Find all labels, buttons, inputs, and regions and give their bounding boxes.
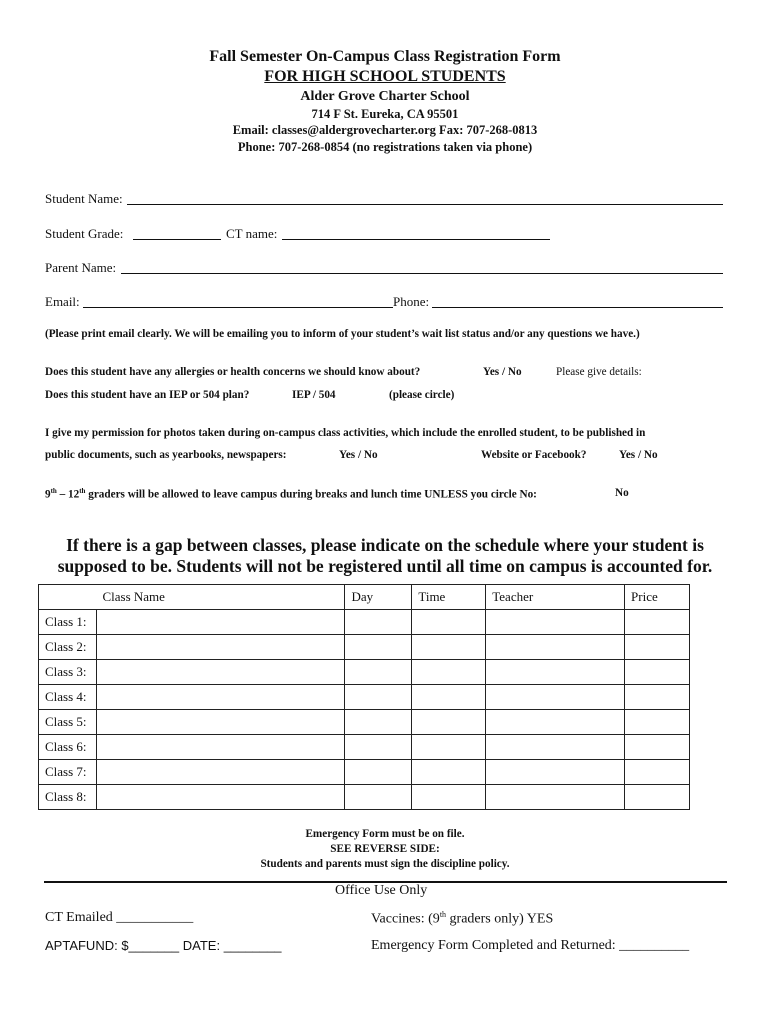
ct-emailed[interactable]: CT Emailed ___________ — [45, 910, 194, 925]
leave-campus-note — [45, 487, 537, 501]
class-name-cell[interactable] — [96, 710, 344, 735]
class-name-cell[interactable] — [96, 735, 344, 760]
photo-permission-line1: I give my permission for photos taken during on-campus class activities, which include the enrolled student, to be published in — [45, 427, 646, 439]
day-cell[interactable] — [345, 635, 412, 660]
table-row — [39, 610, 690, 635]
class-row-label: Class 6: — [39, 735, 97, 760]
ct-name-label: CT name: — [226, 226, 278, 241]
school-name: Alder Grove Charter School — [300, 89, 470, 104]
phone-field[interactable] — [432, 307, 723, 308]
time-cell[interactable] — [412, 660, 486, 685]
iep-question: Does this student have an IEP or 504 plan? — [45, 389, 250, 401]
vaccines-yes: graders only) YES — [446, 911, 554, 927]
class-row-label: Class 7: — [39, 760, 97, 785]
iep-circle-note: (please circle) — [389, 389, 455, 401]
teacher-cell[interactable] — [486, 710, 625, 735]
parent-name-label: Parent Name: — [45, 260, 117, 275]
table-row — [39, 660, 690, 685]
class-name-cell[interactable] — [96, 685, 344, 710]
day-cell[interactable] — [345, 735, 412, 760]
email-field[interactable] — [83, 307, 393, 308]
class-row-label: Class 3: — [39, 660, 97, 685]
student-name-field[interactable] — [127, 204, 723, 205]
schedule-header-time: Time — [412, 585, 486, 610]
class-row-label: Class 5: — [39, 710, 97, 735]
leave-campus-text: graders will be allowed to leave campus during breaks and lunch time UNLESS you circle No: — [85, 488, 537, 501]
time-cell[interactable] — [412, 710, 486, 735]
price-cell[interactable] — [625, 635, 690, 660]
time-cell[interactable] — [412, 635, 486, 660]
day-cell[interactable] — [345, 710, 412, 735]
class-row-label: Class 2: — [39, 635, 97, 660]
class-row-label: Class 8: — [39, 785, 97, 810]
table-row — [39, 760, 690, 785]
photo-permission-line2: public documents, such as yearbooks, newspapers: — [45, 449, 287, 461]
price-cell[interactable] — [625, 710, 690, 735]
class-name-cell[interactable] — [96, 785, 344, 810]
student-grade-field[interactable] — [133, 239, 221, 240]
phone-label: Phone: — [393, 294, 430, 309]
website-options[interactable]: Yes / No — [619, 449, 658, 461]
allergy-details-label: Please give details: — [556, 366, 642, 378]
gap-notice-line1: If there is a gap between classes, please indicate on the schedule where your student is — [66, 535, 704, 555]
price-cell[interactable] — [625, 735, 690, 760]
form-subtitle: FOR HIGH SCHOOL STUDENTS — [264, 68, 506, 85]
vaccines-line[interactable] — [371, 910, 553, 928]
time-cell[interactable] — [412, 735, 486, 760]
day-cell[interactable] — [345, 660, 412, 685]
schedule-table — [38, 584, 690, 810]
emergency-form-returned[interactable]: Emergency Form Completed and Returned: __________ — [371, 938, 690, 953]
table-row — [39, 785, 690, 810]
schedule-header-price: Price — [625, 585, 690, 610]
email-note: (Please print email clearly. We will be emailing you to inform of your student’s wait list status and/or any questions we have.) — [45, 328, 640, 340]
time-cell[interactable] — [412, 760, 486, 785]
schedule-header-day: Day — [345, 585, 412, 610]
day-cell[interactable] — [345, 685, 412, 710]
grade-9: 9 — [45, 488, 51, 501]
iep-options[interactable]: IEP / 504 — [292, 389, 336, 401]
reverse-side-note: SEE REVERSE SIDE: — [330, 843, 440, 855]
gap-notice-line2: supposed to be. Students will not be registered until all time on campus is accounted for. — [57, 556, 713, 576]
table-row — [39, 685, 690, 710]
emergency-form-note: Emergency Form must be on file. — [305, 828, 465, 840]
student-name-label: Student Name: — [45, 191, 123, 206]
time-cell[interactable] — [412, 785, 486, 810]
vaccines-label: Vaccines: (9 — [371, 911, 440, 927]
price-cell[interactable] — [625, 610, 690, 635]
class-row-label: Class 1: — [39, 610, 97, 635]
aptafund-date[interactable]: APTAFUND: $_______ DATE: ________ — [45, 938, 282, 953]
parent-name-field[interactable] — [121, 273, 723, 274]
time-cell[interactable] — [412, 685, 486, 710]
school-address: 714 F St. Eureka, CA 95501 — [311, 107, 459, 121]
allergy-options[interactable]: Yes / No — [483, 366, 522, 378]
teacher-cell[interactable] — [486, 785, 625, 810]
vaccines-suffix: th — [439, 910, 447, 919]
price-cell[interactable] — [625, 685, 690, 710]
price-cell[interactable] — [625, 760, 690, 785]
teacher-cell[interactable] — [486, 635, 625, 660]
teacher-cell[interactable] — [486, 610, 625, 635]
form-title: Fall Semester On-Campus Class Registration Form — [209, 48, 561, 65]
teacher-cell[interactable] — [486, 660, 625, 685]
day-cell[interactable] — [345, 610, 412, 635]
class-name-cell[interactable] — [96, 660, 344, 685]
class-name-cell[interactable] — [96, 635, 344, 660]
website-question: Website or Facebook? — [481, 449, 587, 461]
allergy-question: Does this student have any allergies or health concerns we should know about? — [45, 366, 421, 378]
teacher-cell[interactable] — [486, 685, 625, 710]
day-cell[interactable] — [345, 760, 412, 785]
email-label: Email: — [45, 294, 80, 309]
discipline-policy-note: Students and parents must sign the discipline policy. — [260, 858, 510, 870]
table-row — [39, 710, 690, 735]
class-row-label: Class 4: — [39, 685, 97, 710]
time-cell[interactable] — [412, 610, 486, 635]
school-email-fax: Email: classes@aldergrovecharter.org Fax: 707-268-0813 — [232, 123, 538, 137]
class-name-cell[interactable] — [96, 760, 344, 785]
office-use-title: Office Use Only — [335, 883, 428, 898]
student-grade-label: Student Grade: — [45, 226, 124, 241]
day-cell[interactable] — [345, 785, 412, 810]
class-name-cell[interactable] — [96, 610, 344, 635]
schedule-header-class-name: Class Name — [96, 585, 344, 610]
grade-dash-12: – 12 — [56, 488, 80, 501]
price-cell[interactable] — [625, 785, 690, 810]
schedule-header-blank — [39, 585, 97, 610]
schedule-header-row — [39, 585, 690, 610]
leave-campus-no-option[interactable]: No — [615, 487, 629, 499]
teacher-cell[interactable] — [486, 735, 625, 760]
ct-name-field[interactable] — [282, 239, 550, 240]
school-phone: Phone: 707-268-0854 (no registrations taken via phone) — [237, 140, 533, 154]
grade-9-suffix: th — [50, 487, 57, 495]
table-row — [39, 735, 690, 760]
grade-12-suffix: th — [79, 487, 86, 495]
schedule-header-teacher: Teacher — [486, 585, 625, 610]
teacher-cell[interactable] — [486, 760, 625, 785]
table-row — [39, 635, 690, 660]
price-cell[interactable] — [625, 660, 690, 685]
photo-options[interactable]: Yes / No — [339, 449, 378, 461]
